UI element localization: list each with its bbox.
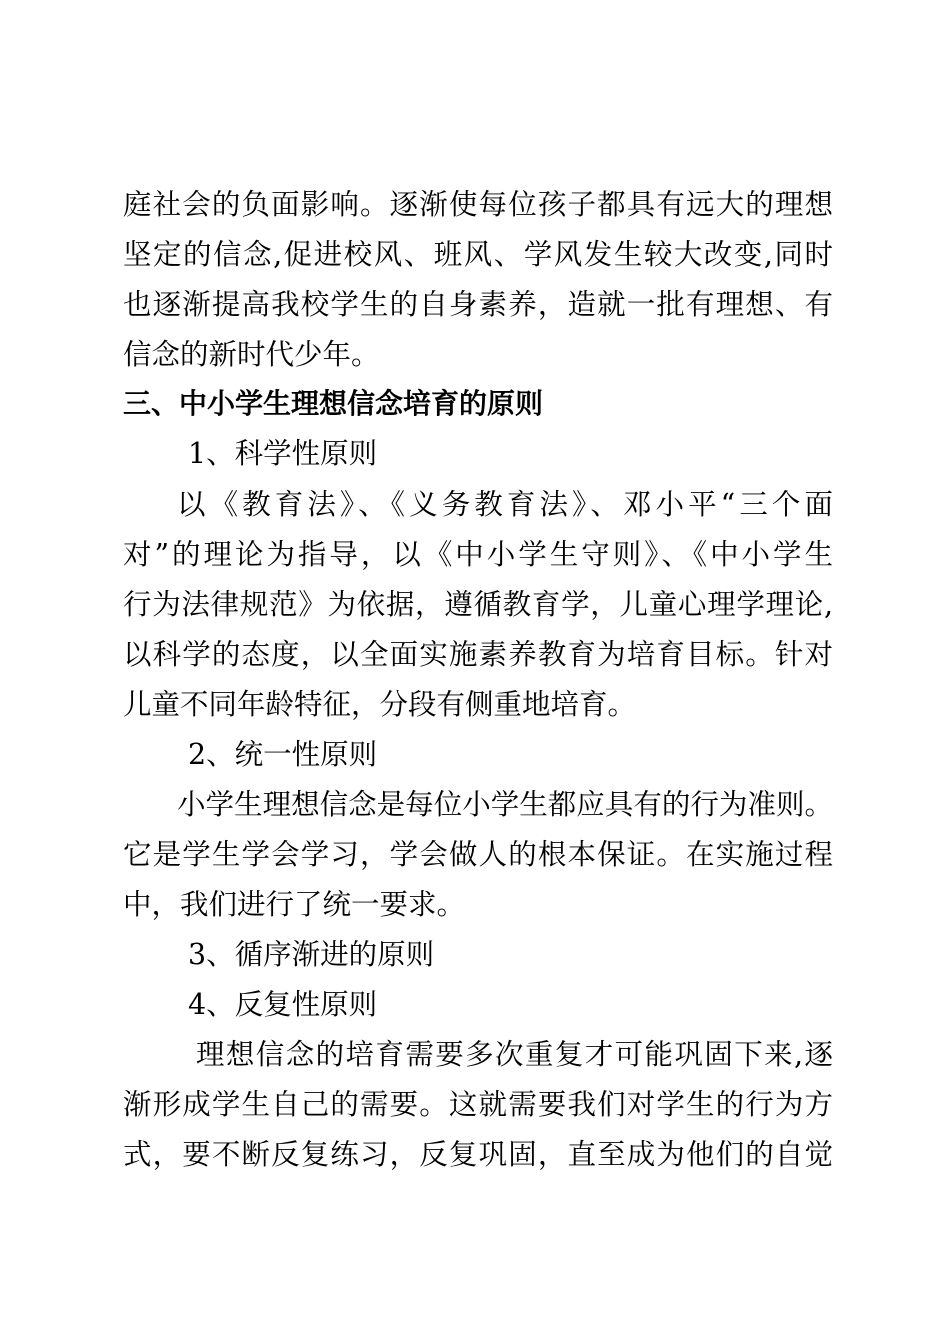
body-line-10: 以科学的态度，以全面实施素养教育为培育目标。针对 [123,638,833,671]
body-line-7: 以《教育法》、《义务教育法》、邓小平“三个面 [177,488,833,521]
body-line-8: 对”的理论为指导，以《中小学生守则》、《中小学生 [123,538,833,571]
body-line-1: 庭社会的负面影响。逐渐使每位孩子都具有远大的理想 [123,188,833,221]
subheading-1: 1、科学性原则 [188,437,378,470]
body-line-4: 信念的新时代少年。 [123,338,380,371]
body-line-19: 渐形成学生自己的需要。这就需要我们对学生的行为方 [123,1088,833,1121]
body-line-11: 儿童不同年龄特征，分段有侧重地培育。 [123,688,637,721]
body-line-2: 坚定的信念,促进校风、班风、学风发生较大改变,同时 [123,238,833,271]
body-line-13: 小学生理想信念是每位小学生都应具有的行为准则。 [177,788,833,821]
body-line-9: 行为法律规范》为依据，遵循教育学，儿童心理学理论, [123,588,833,621]
section-heading: 三、中小学生理想信念培育的原则 [123,387,544,420]
body-line-15: 中，我们进行了统一要求。 [123,888,466,921]
body-line-14: 它是学生学会学习，学会做人的根本保证。在实施过程 [123,838,833,871]
subheading-3: 3、循序渐进的原则 [188,938,435,971]
body-line-20: 式，要不断反复练习，反复巩固，直至成为他们的自觉 [123,1138,833,1171]
subheading-2: 2、统一性原则 [188,738,378,771]
body-line-3: 也逐渐提高我校学生的自身素养，造就一批有理想、有 [123,288,833,321]
subheading-4: 4、反复性原则 [188,988,378,1021]
body-line-18: 理想信念的培育需要多次重复才可能巩固下来,逐 [196,1038,833,1071]
